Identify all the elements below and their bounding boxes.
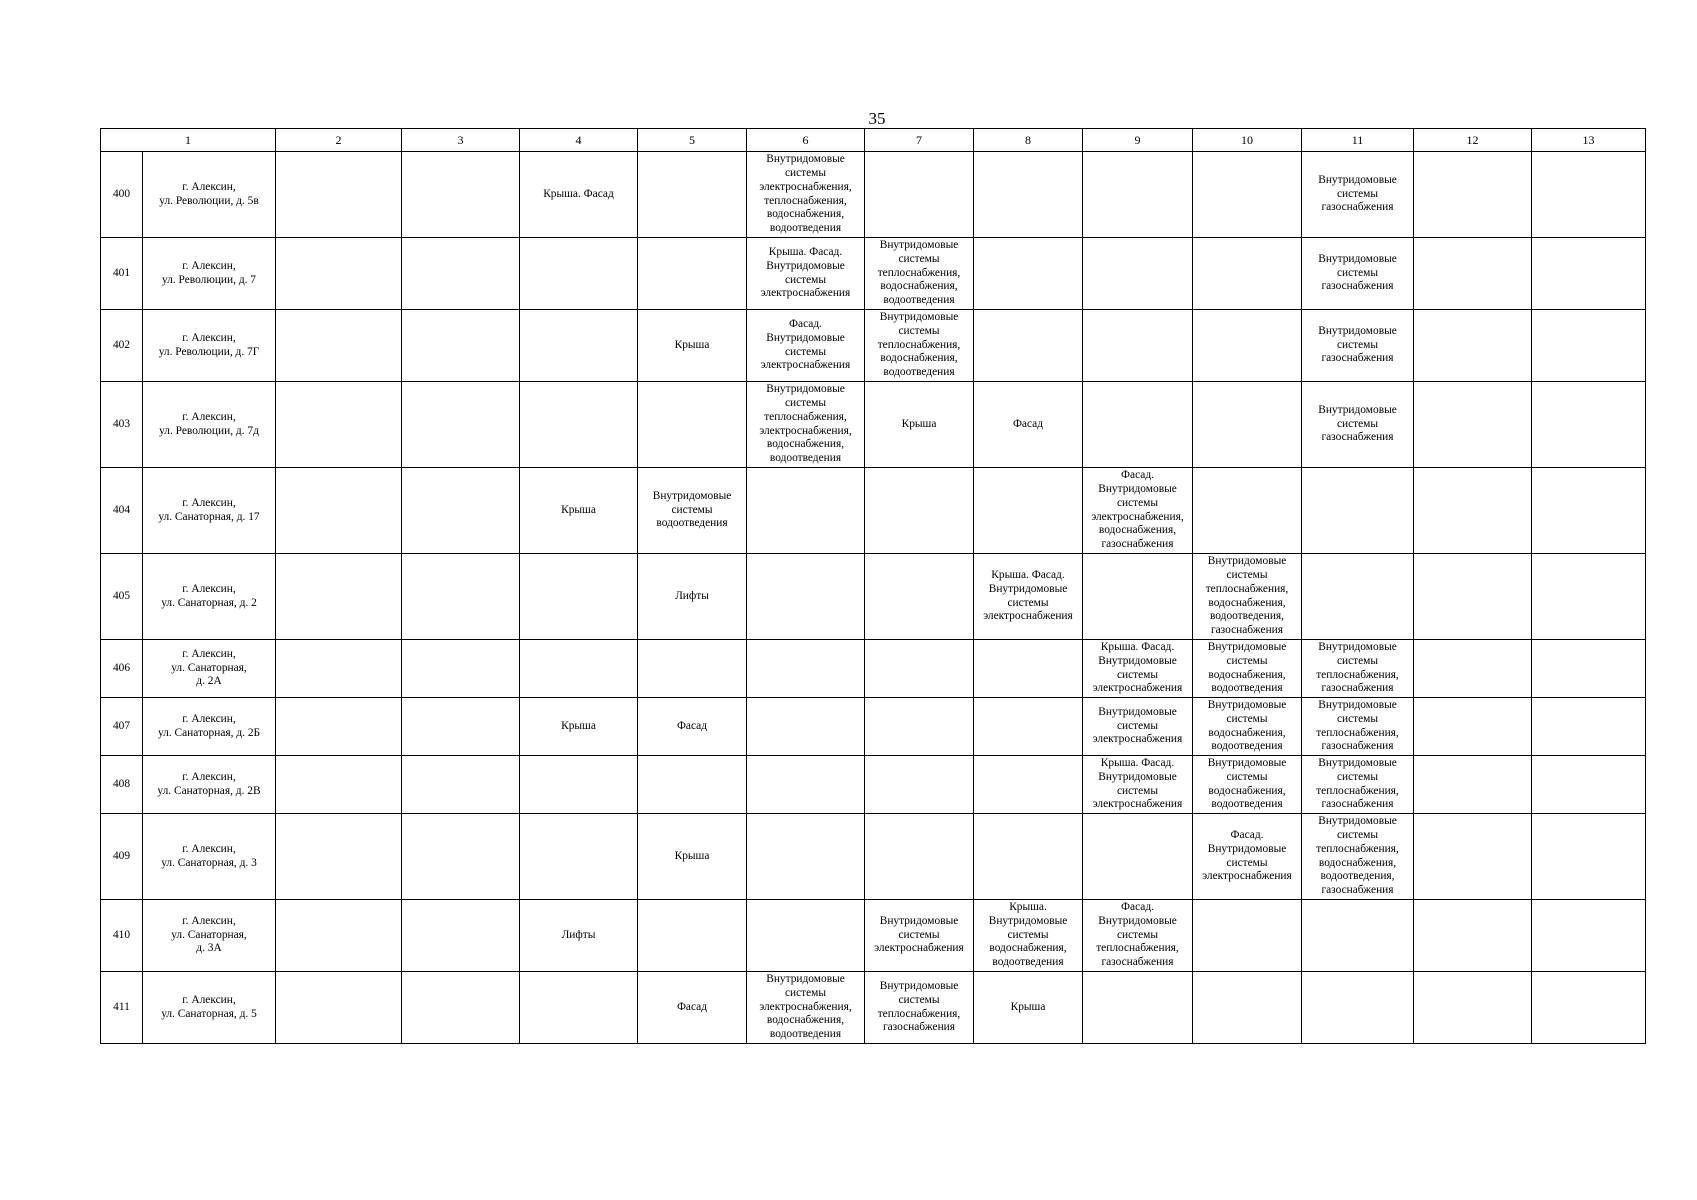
address-cell: г. Алексин, ул. Революции, д. 5в [143,152,276,238]
work-cell-col-5 [638,238,747,310]
table-row [101,238,1646,310]
work-cell-col-7: Крыша [865,382,974,468]
work-cell-col-10 [1193,468,1302,554]
work-cell-col-3 [402,152,520,238]
work-cell-col-13 [1532,640,1646,698]
table-row [101,698,1646,756]
work-cell-col-6: Внутридомовые системы электроснабжения, теплоснабжения, водоснабжения, водоотведения [747,152,865,238]
work-cell-col-2 [276,554,402,640]
table-row [101,972,1646,1044]
row-number-cell: 405 [101,554,143,640]
work-cell-col-10: Фасад. Внутридомовые системы электроснабжения [1193,814,1302,900]
table-row [101,756,1646,814]
row-number-cell: 401 [101,238,143,310]
work-cell-col-11: Внутридомовые системы теплоснабжения, газоснабжения [1302,756,1414,814]
row-number-cell: 409 [101,814,143,900]
work-cell-col-10 [1193,238,1302,310]
work-cell-col-13 [1532,698,1646,756]
work-cell-col-12 [1414,814,1532,900]
header-col-1: 1 [101,129,276,152]
work-cell-col-2 [276,468,402,554]
work-cell-col-8 [974,152,1083,238]
work-cell-col-11: Внутридомовые системы теплоснабжения, газоснабжения [1302,640,1414,698]
address-cell: г. Алексин, ул. Санаторная, д. 3 [143,814,276,900]
work-cell-col-3 [402,900,520,972]
work-cell-col-8 [974,640,1083,698]
row-number-cell: 410 [101,900,143,972]
work-cell-col-6 [747,698,865,756]
work-cell-col-9 [1083,554,1193,640]
header-col-3: 3 [402,129,520,152]
work-cell-col-12 [1414,554,1532,640]
header-col-11: 11 [1302,129,1414,152]
work-cell-col-11: Внутридомовые системы теплоснабжения, газоснабжения [1302,698,1414,756]
work-cell-col-13 [1532,554,1646,640]
work-cell-col-13 [1532,756,1646,814]
work-cell-col-12 [1414,900,1532,972]
table-row [101,640,1646,698]
column-number-header-row [101,129,1646,152]
work-cell-col-3 [402,814,520,900]
work-cell-col-7 [865,468,974,554]
work-cell-col-6 [747,814,865,900]
work-cell-col-4: Крыша [520,468,638,554]
work-cell-col-7 [865,756,974,814]
work-cell-col-10: Внутридомовые системы теплоснабжения, водоснабжения, водоотведения, газоснабжения [1193,554,1302,640]
work-cell-col-5 [638,640,747,698]
work-cell-col-11: Внутридомовые системы газоснабжения [1302,382,1414,468]
row-number-cell: 411 [101,972,143,1044]
work-cell-col-4 [520,640,638,698]
header-col-9: 9 [1083,129,1193,152]
work-cell-col-6 [747,756,865,814]
work-cell-col-13 [1532,900,1646,972]
work-cell-col-3 [402,640,520,698]
work-cell-col-8: Крыша [974,972,1083,1044]
work-cell-col-5 [638,152,747,238]
row-number-cell: 403 [101,382,143,468]
work-cell-col-10 [1193,900,1302,972]
work-cell-col-6 [747,468,865,554]
work-cell-col-12 [1414,640,1532,698]
work-cell-col-7 [865,814,974,900]
header-col-6: 6 [747,129,865,152]
work-cell-col-2 [276,814,402,900]
work-cell-col-5: Крыша [638,814,747,900]
work-cell-col-4 [520,382,638,468]
work-cell-col-2 [276,382,402,468]
work-cell-col-2 [276,310,402,382]
work-cell-col-10: Внутридомовые системы водоснабжения, водоотведения [1193,698,1302,756]
work-cell-col-4: Крыша. Фасад [520,152,638,238]
work-cell-col-2 [276,756,402,814]
work-cell-col-3 [402,554,520,640]
page-number: 35 [868,109,886,128]
work-cell-col-6: Внутридомовые системы электроснабжения, водоснабжения, водоотведения [747,972,865,1044]
work-cell-col-4 [520,972,638,1044]
work-cell-col-11: Внутридомовые системы газоснабжения [1302,310,1414,382]
work-cell-col-12 [1414,152,1532,238]
work-cell-col-8 [974,238,1083,310]
work-cell-col-3 [402,310,520,382]
address-cell: г. Алексин, ул. Революции, д. 7 [143,238,276,310]
work-cell-col-9 [1083,382,1193,468]
work-cell-col-8 [974,698,1083,756]
address-cell: г. Алексин, ул. Санаторная, д. 2Б [143,698,276,756]
table-row [101,554,1646,640]
row-number-cell: 402 [101,310,143,382]
work-cell-col-12 [1414,468,1532,554]
work-cell-col-8 [974,310,1083,382]
work-cell-col-2 [276,698,402,756]
table-row [101,310,1646,382]
work-cell-col-11: Внутридомовые системы газоснабжения [1302,238,1414,310]
work-cell-col-10: Внутридомовые системы водоснабжения, водоотведения [1193,640,1302,698]
work-cell-col-2 [276,640,402,698]
work-cell-col-10 [1193,382,1302,468]
work-cell-col-5 [638,756,747,814]
address-cell: г. Алексин, ул. Революции, д. 7Г [143,310,276,382]
work-cell-col-4 [520,814,638,900]
header-col-13: 13 [1532,129,1646,152]
address-cell: г. Алексин, ул. Санаторная, д. 2 [143,554,276,640]
work-cell-col-4: Крыша [520,698,638,756]
work-cell-col-5 [638,900,747,972]
work-cell-col-6 [747,554,865,640]
work-cell-col-9 [1083,152,1193,238]
work-cell-col-5: Внутридомовые системы водоотведения [638,468,747,554]
row-number-cell: 404 [101,468,143,554]
work-cell-col-8: Крыша. Внутридомовые системы водоснабжения, водоотведения [974,900,1083,972]
work-cell-col-7: Внутридомовые системы теплоснабжения, газоснабжения [865,972,974,1044]
work-cell-col-2 [276,238,402,310]
work-cell-col-12 [1414,238,1532,310]
work-cell-col-3 [402,382,520,468]
work-cell-col-3 [402,468,520,554]
work-cell-col-7: Внутридомовые системы электроснабжения [865,900,974,972]
header-col-10: 10 [1193,129,1302,152]
work-cell-col-7: Внутридомовые системы теплоснабжения, водоснабжения, водоотведения [865,310,974,382]
work-cell-col-12 [1414,972,1532,1044]
address-cell: г. Алексин, ул. Революции, д. 7д [143,382,276,468]
address-cell: г. Алексин, ул. Санаторная, д. 2А [143,640,276,698]
work-cell-col-5: Лифты [638,554,747,640]
work-cell-col-9: Фасад. Внутридомовые системы теплоснабжения, газоснабжения [1083,900,1193,972]
work-cell-col-8: Крыша. Фасад. Внутридомовые системы электроснабжения [974,554,1083,640]
work-cell-col-10 [1193,310,1302,382]
work-cell-col-3 [402,698,520,756]
address-cell: г. Алексин, ул. Санаторная, д. 3А [143,900,276,972]
work-cell-col-6: Внутридомовые системы теплоснабжения, электроснабжения, водоснабжения, водоотведения [747,382,865,468]
table-body [101,152,1646,1044]
header-col-8: 8 [974,129,1083,152]
work-cell-col-7 [865,554,974,640]
work-cell-col-6 [747,900,865,972]
header-col-4: 4 [520,129,638,152]
work-cell-col-2 [276,152,402,238]
header-col-5: 5 [638,129,747,152]
work-cell-col-9: Фасад. Внутридомовые системы электроснабжения, водоснабжения, газоснабжения [1083,468,1193,554]
work-cell-col-4 [520,310,638,382]
work-cell-col-8 [974,756,1083,814]
work-cell-col-6 [747,640,865,698]
work-cell-col-10: Внутридомовые системы водоснабжения, водоотведения [1193,756,1302,814]
work-cell-col-5: Фасад [638,972,747,1044]
work-cell-col-13 [1532,152,1646,238]
table-row [101,382,1646,468]
work-cell-col-3 [402,238,520,310]
work-cell-col-4 [520,238,638,310]
work-cell-col-12 [1414,382,1532,468]
work-cell-col-2 [276,900,402,972]
work-cell-col-5: Фасад [638,698,747,756]
address-cell: г. Алексин, ул. Санаторная, д. 2В [143,756,276,814]
work-cell-col-9 [1083,310,1193,382]
work-cell-col-6: Крыша. Фасад. Внутридомовые системы электроснабжения [747,238,865,310]
work-cell-col-9 [1083,972,1193,1044]
header-col-7: 7 [865,129,974,152]
work-cell-col-11 [1302,972,1414,1044]
work-cell-col-4 [520,756,638,814]
row-number-cell: 400 [101,152,143,238]
table-row [101,900,1646,972]
table-row [101,152,1646,238]
work-cell-col-7 [865,698,974,756]
work-cell-col-4: Лифты [520,900,638,972]
work-cell-col-13 [1532,814,1646,900]
repair-schedule-table [100,128,1646,1044]
work-cell-col-13 [1532,310,1646,382]
work-cell-col-11 [1302,900,1414,972]
work-cell-col-3 [402,972,520,1044]
work-cell-col-9: Внутридомовые системы электроснабжения [1083,698,1193,756]
table-row [101,814,1646,900]
work-cell-col-2 [276,972,402,1044]
work-cell-col-11: Внутридомовые системы теплоснабжения, водоснабжения, водоотведения, газоснабжения [1302,814,1414,900]
work-cell-col-9 [1083,814,1193,900]
work-cell-col-13 [1532,382,1646,468]
work-cell-col-5: Крыша [638,310,747,382]
work-cell-col-9 [1083,238,1193,310]
table-row [101,468,1646,554]
work-cell-col-4 [520,554,638,640]
work-cell-col-7: Внутридомовые системы теплоснабжения, водоснабжения, водоотведения [865,238,974,310]
work-cell-col-13 [1532,238,1646,310]
work-cell-col-8: Фасад [974,382,1083,468]
work-cell-col-11 [1302,468,1414,554]
work-cell-col-12 [1414,698,1532,756]
work-cell-col-9: Крыша. Фасад. Внутридомовые системы электроснабжения [1083,756,1193,814]
address-cell: г. Алексин, ул. Санаторная, д. 17 [143,468,276,554]
row-number-cell: 407 [101,698,143,756]
work-cell-col-11 [1302,554,1414,640]
work-cell-col-7 [865,152,974,238]
work-cell-col-13 [1532,972,1646,1044]
work-cell-col-6: Фасад. Внутридомовые системы электроснабжения [747,310,865,382]
row-number-cell: 408 [101,756,143,814]
work-cell-col-8 [974,468,1083,554]
work-cell-col-7 [865,640,974,698]
work-cell-col-13 [1532,468,1646,554]
work-cell-col-12 [1414,756,1532,814]
work-cell-col-5 [638,382,747,468]
header-col-12: 12 [1414,129,1532,152]
row-number-cell: 406 [101,640,143,698]
address-cell: г. Алексин, ул. Санаторная, д. 5 [143,972,276,1044]
work-cell-col-10 [1193,152,1302,238]
work-cell-col-12 [1414,310,1532,382]
work-cell-col-10 [1193,972,1302,1044]
work-cell-col-3 [402,756,520,814]
work-cell-col-9: Крыша. Фасад. Внутридомовые системы электроснабжения [1083,640,1193,698]
header-col-2: 2 [276,129,402,152]
work-cell-col-8 [974,814,1083,900]
work-cell-col-11: Внутридомовые системы газоснабжения [1302,152,1414,238]
